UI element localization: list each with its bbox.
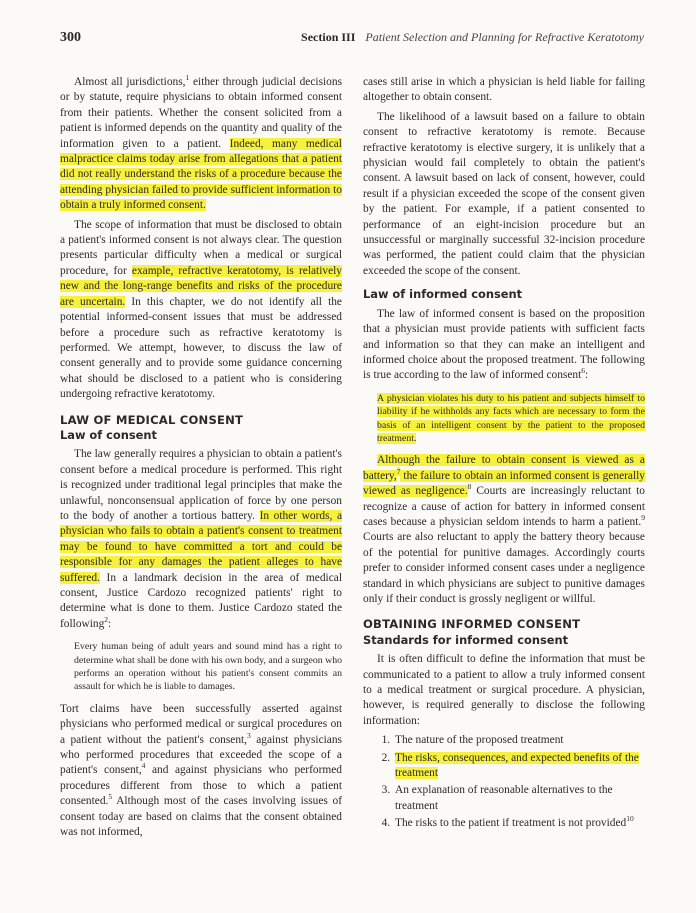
paragraph-3: The law generally requires a physician to obtain a patient's consent before a medical procedure is performed. This right is recognized under traditional legal principles that make the unlawful, nonconsensual application of force by one person to the body of another a tortious battery. In other words, a physician who fails to obtain a patient's consent to treatment may be found to have committed a tort and could be responsible for any damages the patient alleges to have suffered. In a landmark decision in the area of medical consent, Justice Cardozo recognized patients' right to determine what is done to them. Justice Cardozo stated the following$^2$:: [60, 448, 343, 630]
highlighted-text: the failure to obtain an informed consent is generally viewed as negligence.: [363, 469, 645, 498]
right-column: [363, 75, 645, 834]
footnote-ref-3: 3: [247, 730, 251, 740]
section-subtitle: Patient Selection and Planning for Refractive Keratotomy: [365, 30, 644, 44]
footnote-ref-5: 5: [108, 792, 113, 802]
paragraph-9: It is often difficult to define the information that must be communicated to a patient to allow a truly informed consent to a medical treatment or surgical procedure. A physician, however, is required generally to disclose the following information:: [363, 653, 645, 727]
running-header: [60, 30, 644, 50]
list-item: 4. The risks to the patient if treatment is not provided$^{10}$: [393, 816, 645, 831]
paragraph-2: The scope of information that must be disclosed to obtain a patient's informed consent is not always clear. The question presents particular difficulty when a medical or surgical procedure, for example, refractive keratotomy, is relatively new and the long-range benefits and risks of the procedure are uncertain. In this chapter, we do not identify all the potential informed-consent issues that must be addressed before a procedure such as refractive keratotomy is performed. We attempt, however, to discuss the law of consent generally and to provide some guidance concerning what should be disclosed to a patient who is considering undergoing refractive keratotomy.: [60, 218, 342, 401]
highlighted-text: Although the failure to obtain consent is viewed as a battery,: [363, 454, 645, 482]
footnote-ref-6: 6: [581, 366, 586, 376]
list-item: 1. The nature of the proposed treatment: [393, 733, 645, 748]
footnote-ref-7: 7: [396, 466, 401, 476]
paragraph-5: cases still arise in which a physician is held liable for failing altogether to obtain consent.: [363, 76, 645, 104]
paragraph-4: Tort claims have been successfully asserted against physicians who performed medical or surgical procedures on a patient without the patient's consent,$^3$ against physicians who performed procedures that exceeded the scope of a patient's consent,$^4$ and against physicians who performed procedures different from those to which a patient consented.$^5$ Although most of the cases involving issues of consent today are based on claims that the consent obtained was not informed,: [60, 702, 342, 839]
disclosure-list: [363, 733, 645, 831]
footnote-ref-8: 8: [467, 482, 472, 492]
paragraph-1: Almost all jurisdictions,$^1$ either through judicial decisions or by statute, require physicians to obtain informed consent from their patients. Whether the consent solicited from a patient is informed depends on the quantity and quality of the information given to a patient. Indeed, many medical malpractice claims today arise from allegations that a patient did not really understand the risks of a procedure because the attending physician failed to provide sufficient information to obtain a truly informed consent.: [60, 73, 343, 212]
running-title: [301, 30, 644, 45]
list-item: [393, 751, 645, 782]
heading-law-of-consent: Law of consent: [60, 427, 157, 442]
left-column: [60, 75, 342, 845]
highlighted-text: Indeed, many medical malpractice claims today arise from allegations that a patient did not really understand the risks of a procedure because the attending physician failed to provide sufficient information to obtain a truly informed consent.: [60, 137, 342, 212]
footnote-ref-10: 10: [626, 814, 634, 824]
footnote-ref-2: 2: [104, 615, 109, 625]
block-quote-cardozo: Every human being of adult years and sound mind has a right to determine what shall be done with his own body, and a surgeon who performs an operation without his patient's consent commits an assault for which he is liable to damages.: [74, 641, 342, 693]
heading-law-of-informed-consent: Law of informed consent: [363, 287, 523, 302]
footnote-ref-1: 1: [185, 73, 190, 83]
paragraph-6: The likelihood of a lawsuit based on a failure to obtain consent to refractive keratotomy is remote. Because refractive keratotomy is elective surgery, it is unlikely that a physician would fail completely to obtain the patient's consent. A lawsuit based on lack of consent, however, could result if a physician exceeded the scope of the consent given by the patient. For example, if a patient consented to performance of an eight-incision procedure but an unsuccessful or marginally successful 32-incision procedure was performed, the patient could claim that the physician exceeded the scope of the consent.: [363, 110, 645, 277]
highlighted-text: A physician violates his duty to his patient and subjects himself to liability if he withholds any facts which are necessary to form the basis of an intelligent consent by the patient to the proposed treatment.: [377, 392, 645, 444]
list-item: 3. An explanation of reasonable alternatives to the treatment: [393, 783, 645, 814]
block-quote-informed-consent: [377, 392, 645, 446]
paragraph-8: Although the failure to obtain consent is viewed as a battery,$^7$ the failure to obtain an informed consent is generally viewed as negligence.$^8$ Courts are increasingly reluctant to recognize a cause of action for battery in informed consent cases because a physician seldom intends to harm a patient.$^9$ Courts are also reluctant to apply the battery theory because of the potential for punitive damages. Accordingly courts prefer to consider informed consent cases under a negligence standard in which physicians are subject to punitive damages only if their conduct is grossly negligent or willful.: [363, 454, 645, 605]
footnote-ref-4: 4: [141, 761, 146, 771]
footnote-ref-9: 9: [641, 513, 645, 523]
highlighted-text: example, refractive keratotomy, is relatively new and the long-range benefits and risks of the procedure are uncertain.: [60, 264, 342, 308]
page-number: 300: [60, 30, 81, 45]
highlighted-text: In other words, a physician who fails to obtain a patient's consent to treatment may be found to have committed a tort and could be responsible for any damages the patient alleges to have suffered.: [60, 509, 343, 584]
section-label: Section III: [301, 30, 356, 44]
heading-law-of-medical-consent: LAW OF MEDICAL CONSENT: [60, 412, 244, 427]
paragraph-7: The law of informed consent is based on the proposition that a physician must provide patients with sufficient facts and information so that they can make an intelligent and informed choice about the proposed treatment. The following is true according to the law of informed consent$^6$:: [363, 307, 645, 382]
heading-obtaining-informed-consent: OBTAINING INFORMED CONSENT: [363, 617, 581, 632]
heading-standards: Standards for informed consent: [363, 632, 569, 647]
highlighted-text: The risks, consequences, and expected benefits of the treatment: [395, 751, 639, 780]
